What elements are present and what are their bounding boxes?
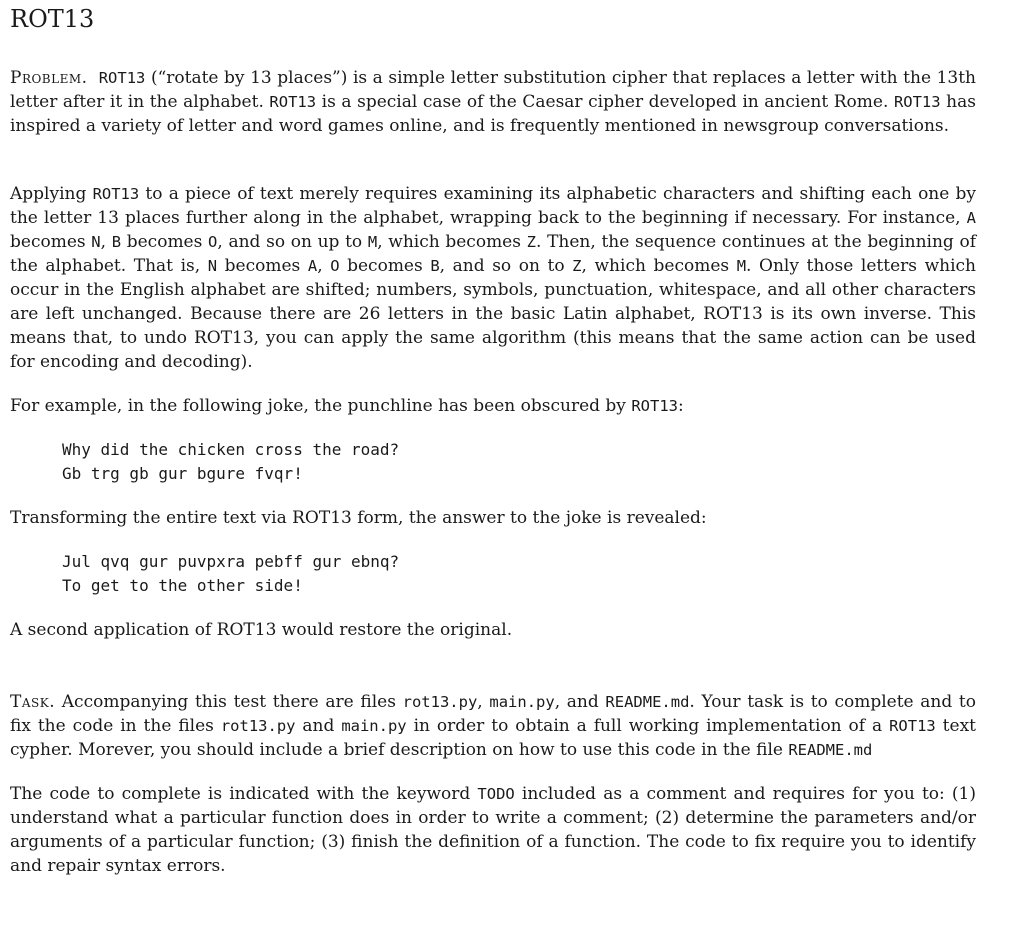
file-name: main.py xyxy=(489,693,555,711)
inline-code: A xyxy=(966,209,976,227)
task-text: in order to obtain a full working implementation of a xyxy=(406,716,890,736)
todo-text: included as a comment and requires for you to: (1) understand what a particular function does in order to write a comment; (2) determine the parameters and/or arguments of a particular function; (3) finish the definition of a function. The code to fix require you to identify and repair syntax errors. xyxy=(10,784,977,876)
task-text: , xyxy=(477,692,490,712)
example-colon: : xyxy=(678,396,684,416)
rot13-term: ROT13 xyxy=(893,93,941,111)
inline-code: ROT13 xyxy=(631,397,678,415)
task-text: text cypher. Morever, you should include a brief description on how to use this code in the file xyxy=(10,716,976,760)
task-text: and xyxy=(295,716,342,736)
inline-code: N xyxy=(207,257,218,275)
applying-text: becomes xyxy=(10,232,92,252)
file-name: main.py xyxy=(341,717,407,735)
inline-code: M xyxy=(367,233,378,251)
applying-text: becomes xyxy=(121,232,209,252)
applying-text: , and so on up to xyxy=(217,232,368,252)
applying-text: to a piece of text merely requires examining its alphabetic characters and shifting each one by the letter 13 places further along in the alphabet, wrapping back to the beginning if necessary. For instance, xyxy=(10,184,976,228)
file-name: README.md xyxy=(605,693,690,711)
file-name: rot13.py xyxy=(402,693,478,711)
joke-code-block xyxy=(62,438,399,486)
inline-code: B xyxy=(111,233,122,251)
todo-paragraph xyxy=(10,782,976,878)
applying-text: Applying xyxy=(10,184,93,204)
task-text: Accompanying this test there are files xyxy=(55,692,403,712)
inline-code: A xyxy=(307,257,318,275)
problem-paragraph xyxy=(10,66,976,138)
applying-paragraph xyxy=(10,182,976,374)
joke-punchline-encoded-line: Gb trg gb gur bgure fvqr! xyxy=(62,464,303,483)
inline-code: B xyxy=(430,257,440,275)
task-text: . Your task is to complete and to fix the code in the files xyxy=(10,692,976,736)
applying-text: , and so on to xyxy=(439,256,573,276)
applying-text: becomes xyxy=(339,256,431,276)
task-paragraph xyxy=(10,690,976,762)
problem-text: (“rotate by 13 places”) is a simple letter substitution cipher that replaces a letter with the 13th letter after it in the alphabet. xyxy=(10,68,976,112)
todo-keyword: TODO xyxy=(477,785,515,803)
rot13-term: ROT13 xyxy=(269,93,317,111)
file-name: rot13.py xyxy=(220,717,296,735)
joke-punchline-line: To get to the other side! xyxy=(62,576,303,595)
transforming-paragraph: Transforming the entire text via ROT13 form, the answer to the joke is revealed: xyxy=(10,508,707,528)
inline-code: ROT13 xyxy=(889,717,936,735)
page-title: ROT13 xyxy=(10,5,95,33)
problem-lead: Problem. xyxy=(10,68,88,88)
inline-code: Z xyxy=(572,257,582,275)
task-lead: Task. xyxy=(10,692,56,712)
joke-question-line: Why did the chicken cross the road? xyxy=(62,440,400,459)
applying-text: , xyxy=(100,232,112,252)
inline-code: O xyxy=(208,233,218,251)
file-name: README.md xyxy=(788,741,873,759)
inline-code: Z xyxy=(526,233,536,251)
task-text: , and xyxy=(554,692,606,712)
example-paragraph xyxy=(10,394,976,418)
applying-text: , which becomes xyxy=(581,256,737,276)
inline-code: M xyxy=(736,257,747,275)
inline-code: O xyxy=(330,257,340,275)
inline-code: ROT13 xyxy=(92,185,140,203)
applying-text: . Only those letters which occur in the English alphabet are shifted; numbers, symbols, punctuation, whitespace, and all other characters are left unchanged. Because there are 26 letters in the basic Latin alphabet, ROT13 is its own inverse. This means that, to undo ROT13, you can apply the same algorithm (this means that the same action can be used for encoding and decoding). xyxy=(10,256,976,372)
problem-text: is a special case of the Caesar cipher developed in ancient Rome. xyxy=(316,92,894,112)
example-text: For example, in the following joke, the punchline has been obscured by xyxy=(10,396,632,416)
applying-text: . Then, the sequence continues at the beginning of the alphabet. That is, xyxy=(10,232,976,276)
decoded-code-block xyxy=(62,550,399,598)
second-application-paragraph: A second application of ROT13 would restore the original. xyxy=(10,620,513,640)
problem-text: has inspired a variety of letter and word games online, and is frequently mentioned in newsgroup conversations. xyxy=(10,92,976,136)
rot13-term: ROT13 xyxy=(98,69,146,87)
applying-text: , xyxy=(317,256,331,276)
joke-question-encoded-line: Jul qvq gur puvpxra pebff gur ebnq? xyxy=(62,552,400,571)
todo-text: The code to complete is indicated with the keyword xyxy=(10,784,478,804)
applying-text: , which becomes xyxy=(377,232,527,252)
inline-code: N xyxy=(91,233,101,251)
applying-text: becomes xyxy=(217,256,308,276)
